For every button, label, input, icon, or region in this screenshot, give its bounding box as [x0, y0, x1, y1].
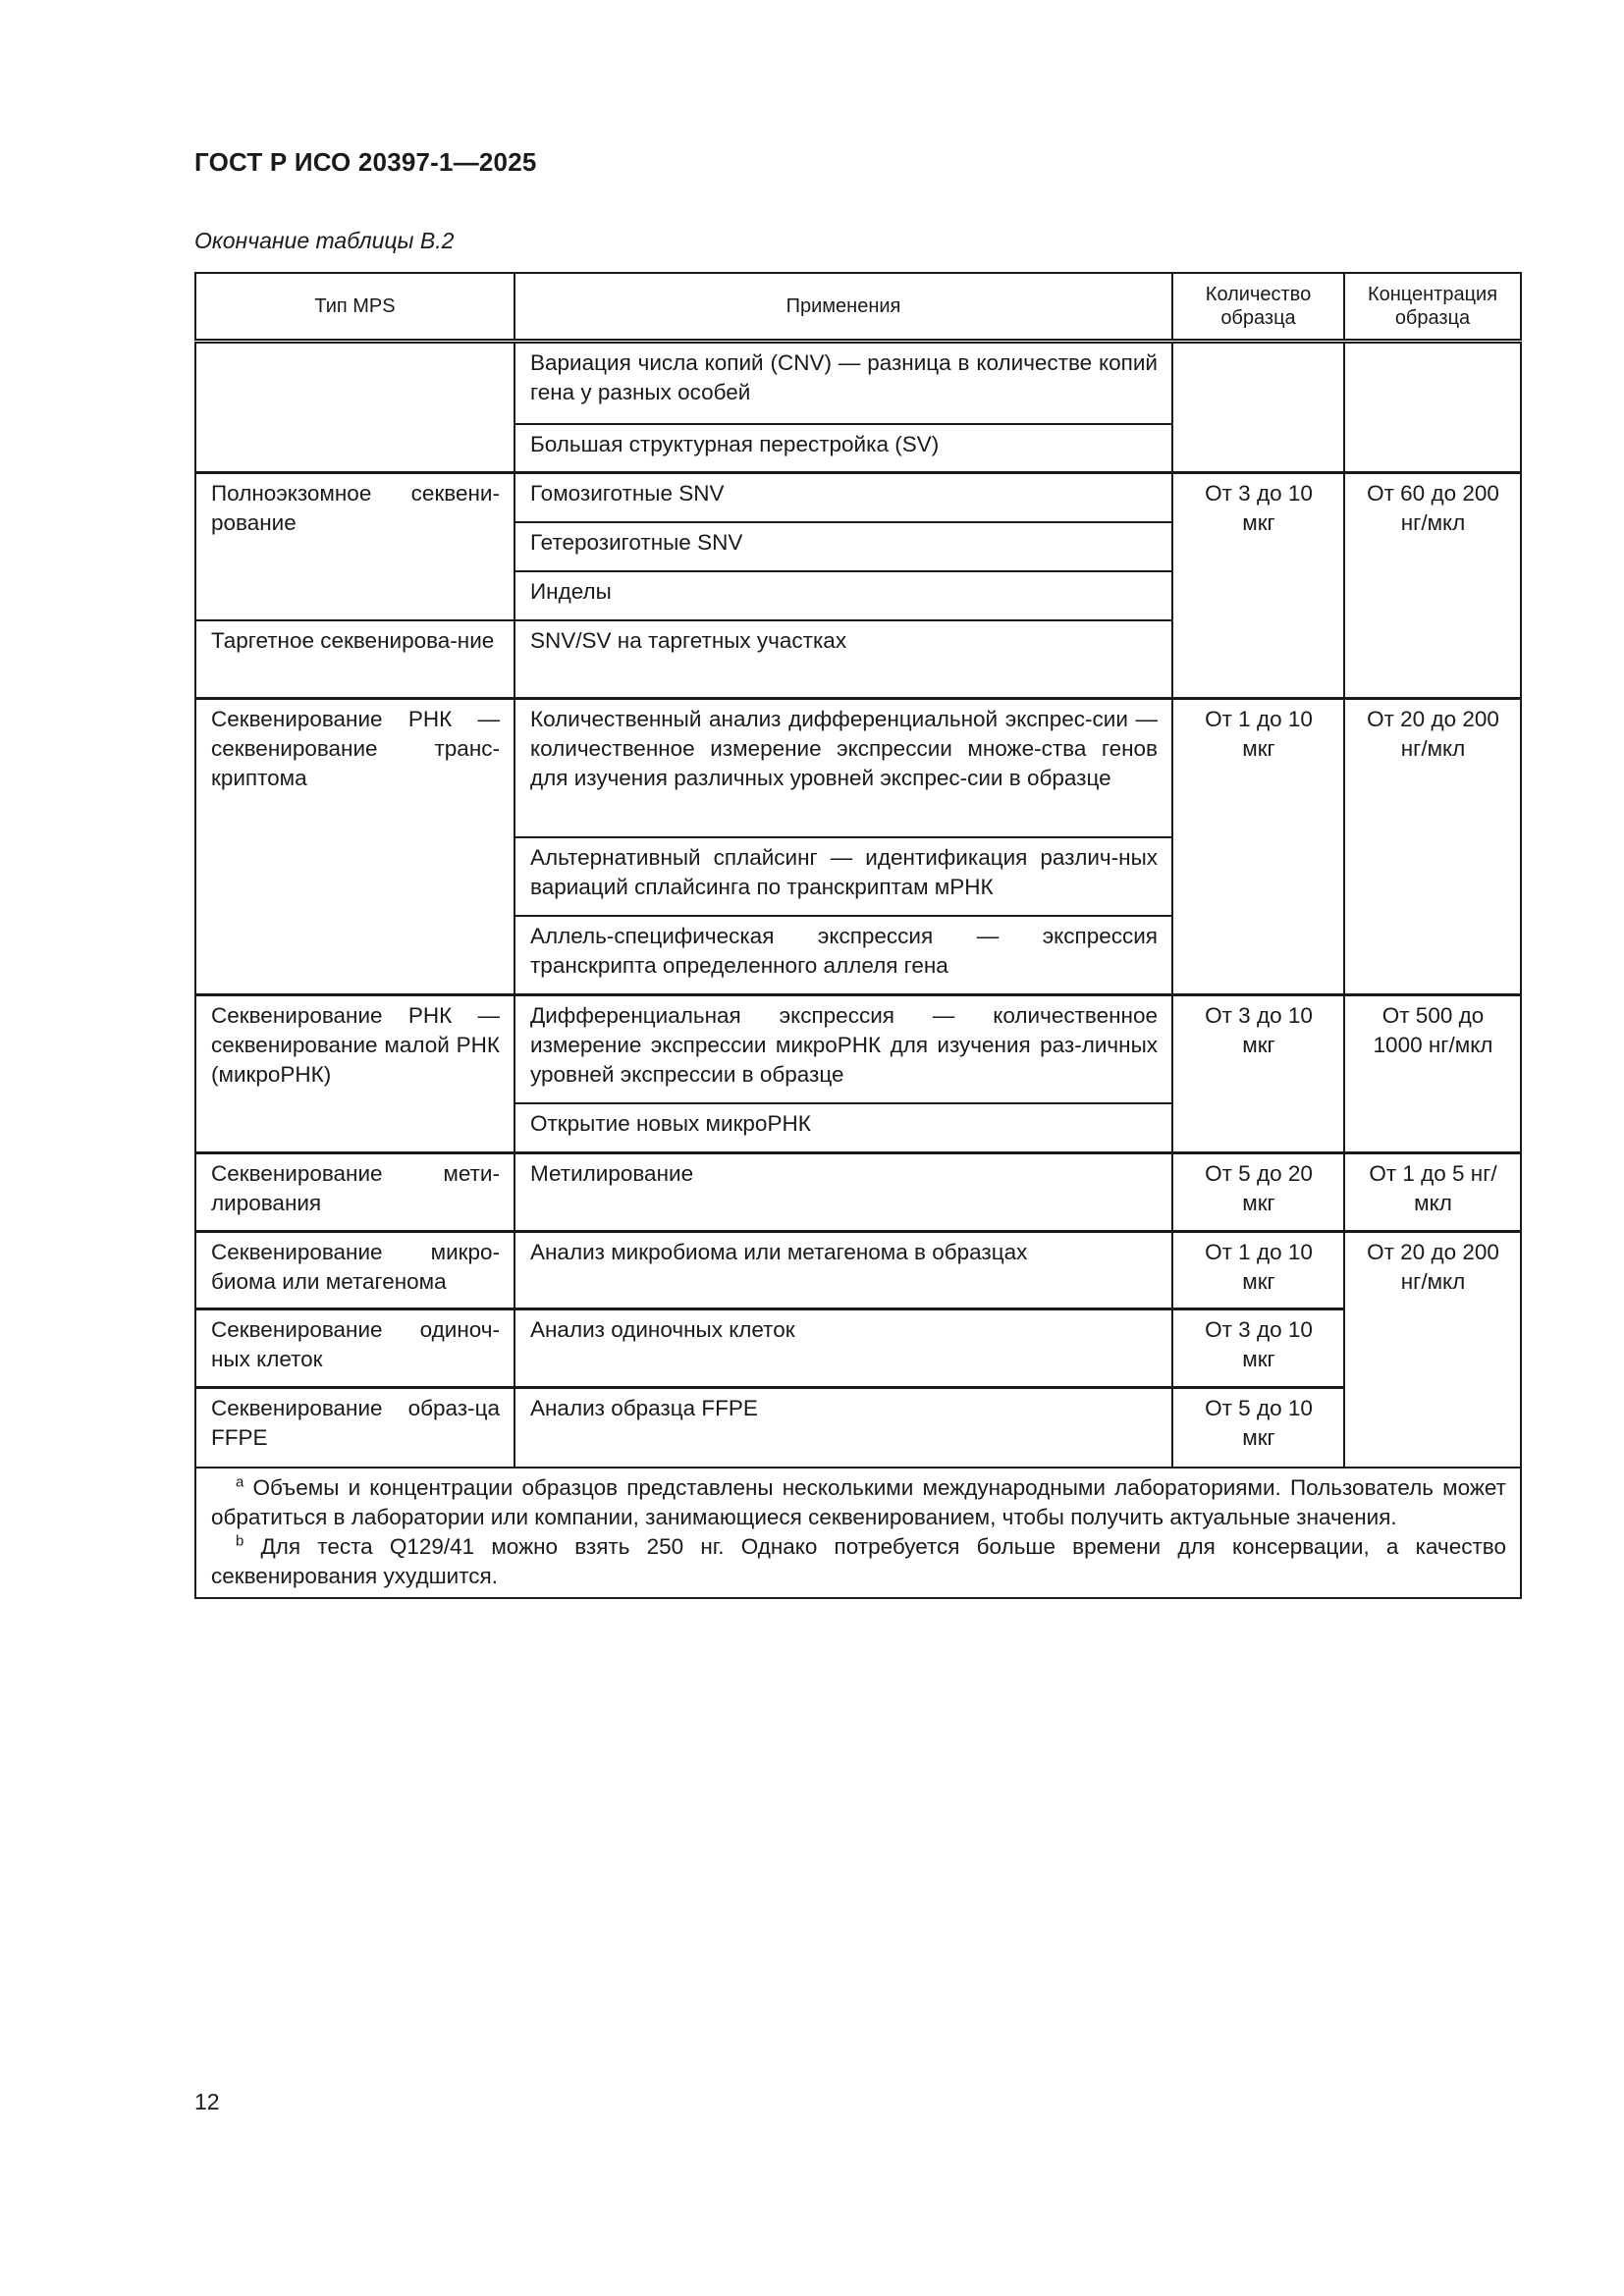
type-cell	[195, 342, 514, 473]
table-footnotes	[195, 1468, 1521, 1598]
application-cell: Большая структурная перестройка (SV)	[514, 424, 1172, 473]
table-row	[195, 699, 1521, 837]
type-cell: Секвенирование мети-лирования	[195, 1153, 514, 1232]
quantity-cell: От 5 до 10 мкг	[1172, 1388, 1344, 1468]
table-row	[195, 995, 1521, 1103]
application-cell: Гетерозиготные SNV	[514, 522, 1172, 571]
application-cell: Инделы	[514, 571, 1172, 620]
type-cell: Полноэкзомное секвени-рование	[195, 473, 514, 620]
footnote-text: Объемы и концентрации образцов представлены несколькими международными лабораториями. Пользователь может обратиться в лаборатории или компании, занимающиеся секвенированием, чтобы получить актуальные значения.	[211, 1474, 1506, 1529]
footnote-b	[211, 1532, 1506, 1591]
sample-requirements-table	[194, 272, 1522, 1599]
concentration-cell: От 1 до 5 нг/мкл	[1344, 1153, 1521, 1232]
application-cell: Аллель-специфическая экспрессия — экспрессия транскрипта определенного аллеля гена	[514, 916, 1172, 995]
quantity-cell: От 3 до 10 мкг	[1172, 473, 1344, 699]
application-cell: Открытие новых микроРНК	[514, 1103, 1172, 1153]
application-cell: Альтернативный сплайсинг — идентификация различ-ных вариаций сплайсинга по транскриптам мРНК	[514, 837, 1172, 916]
application-cell: Анализ образца FFPE	[514, 1388, 1172, 1468]
type-cell: Секвенирование микро-биома или метагенома	[195, 1232, 514, 1309]
application-cell: Гомозиготные SNV	[514, 473, 1172, 522]
concentration-cell: От 60 до 200 нг/мкл	[1344, 473, 1521, 699]
application-cell: SNV/SV на таргетных участках	[514, 620, 1172, 699]
column-header-applications: Применения	[514, 273, 1172, 342]
application-cell: Вариация числа копий (CNV) — разница в количестве копий гена у разных особей	[514, 342, 1172, 424]
column-header-type: Тип MPS	[195, 273, 514, 342]
column-header-concentration: Концентрация образца	[1344, 273, 1521, 342]
footnote-a	[211, 1473, 1506, 1532]
table-row	[195, 342, 1521, 424]
type-cell: Секвенирование одиноч-ных клеток	[195, 1309, 514, 1388]
quantity-cell: От 1 до 10 мкг	[1172, 699, 1344, 995]
table-header-row	[195, 273, 1521, 342]
document-title: ГОСТ Р ИСО 20397-1—2025	[194, 147, 537, 177]
application-cell: Анализ микробиома или метагенома в образцах	[514, 1232, 1172, 1309]
concentration-cell: От 500 до 1000 нг/мкл	[1344, 995, 1521, 1153]
type-cell: Таргетное секвенирова-ние	[195, 620, 514, 699]
concentration-cell: От 20 до 200 нг/мкл	[1344, 699, 1521, 995]
quantity-cell: От 5 до 20 мкг	[1172, 1153, 1344, 1232]
application-cell: Анализ одиночных клеток	[514, 1309, 1172, 1388]
table-row	[195, 1309, 1521, 1388]
concentration-cell: От 20 до 200 нг/мкл	[1344, 1232, 1521, 1468]
footnotes-row	[195, 1468, 1521, 1598]
table-row	[195, 1153, 1521, 1232]
page-number: 12	[194, 2089, 220, 2114]
footnote-mark: b	[236, 1532, 244, 1549]
type-cell: Секвенирование РНК — секвенирование малой РНК (микроРНК)	[195, 995, 514, 1153]
concentration-cell	[1344, 342, 1521, 473]
application-cell: Метилирование	[514, 1153, 1172, 1232]
type-cell: Секвенирование РНК — секвенирование транс-криптома	[195, 699, 514, 995]
quantity-cell: От 3 до 10 мкг	[1172, 995, 1344, 1153]
column-header-quantity: Количество образца	[1172, 273, 1344, 342]
table-row	[195, 1232, 1521, 1309]
application-cell: Дифференциальная экспрессия — количественное измерение экспрессии микроРНК для изучения раз-личных уровней экспрессии в образце	[514, 995, 1172, 1103]
footnote-mark: a	[236, 1473, 244, 1490]
table-row	[195, 473, 1521, 522]
quantity-cell: От 1 до 10 мкг	[1172, 1232, 1344, 1309]
table-caption: Окончание таблицы В.2	[194, 228, 455, 253]
footnote-text: Для теста Q129/41 можно взять 250 нг. Однако потребуется больше времени для консервации, а качество секвенирования ухудшится.	[211, 1533, 1506, 1588]
quantity-cell: От 3 до 10 мкг	[1172, 1309, 1344, 1388]
type-cell: Секвенирование образ-ца FFPE	[195, 1388, 514, 1468]
application-cell: Количественный анализ дифференциальной экспрес-сии — количественное измерение экспрессии множе-ства генов для изучения различных уровней экспрес-сии в образце	[514, 699, 1172, 837]
table-row	[195, 1388, 1521, 1468]
quantity-cell	[1172, 342, 1344, 473]
